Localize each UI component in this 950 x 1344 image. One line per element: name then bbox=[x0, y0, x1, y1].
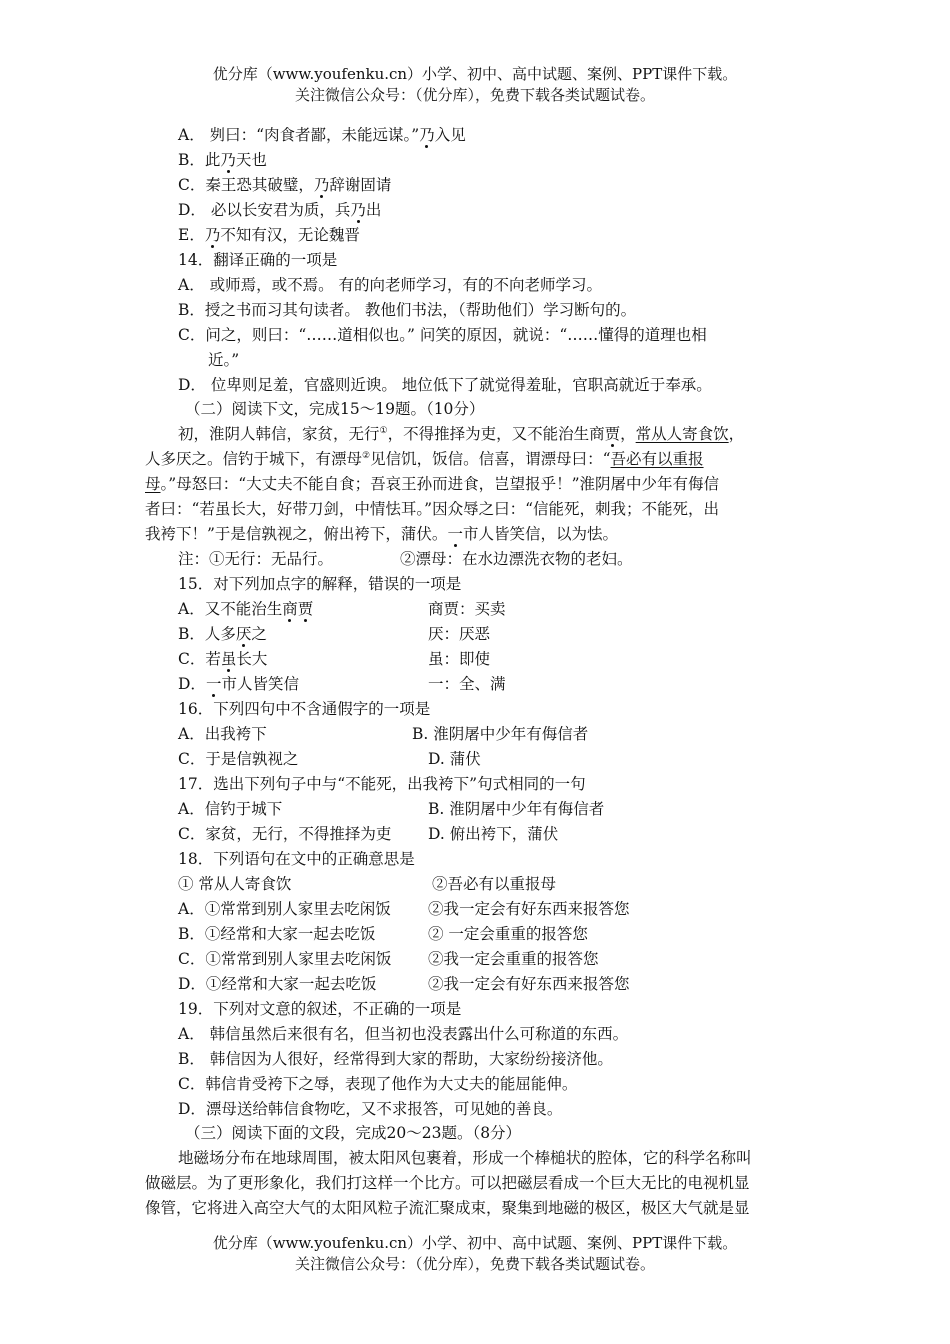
dotted-char: 贾 bbox=[297, 600, 314, 618]
q14-option-c-cont: 近。” bbox=[208, 351, 240, 369]
q13-option-d bbox=[178, 199, 381, 221]
passage-text: 。”母怒曰：“大丈夫不能自食；吾哀王孙而进食，岂望报乎！”淮阴屠中少年有侮信 bbox=[160, 475, 720, 493]
dotted-char: 虽 bbox=[220, 650, 237, 668]
option-text: A． 刿曰：“肉食者鄙，未能远谋。” bbox=[178, 126, 420, 144]
option-text: 长大 bbox=[236, 650, 268, 668]
q18-option-c-1: C．①常常到别人家里去吃闲饭 bbox=[178, 950, 392, 968]
dotted-char: 一 bbox=[447, 525, 463, 543]
footer-line-1: 优分库（www.youfenku.cn）小学、初中、高中试题、案例、PPT课件下载。 bbox=[212, 1234, 738, 1252]
passage-text: ， bbox=[620, 425, 636, 443]
q18-option-c-2: ②我一定会重重的报答您 bbox=[428, 950, 599, 968]
passage-line-3 bbox=[145, 473, 719, 495]
option-text: 不知有汉，无论魏晋 bbox=[220, 226, 360, 244]
passage-text: ，不得推择为吏，又不能治生商 bbox=[387, 425, 605, 443]
q18-option-d-1: D．①经常和大家一起去吃饭 bbox=[178, 975, 377, 993]
q14-title: 14．翻译正确的一项是 bbox=[178, 251, 338, 269]
q14-option-a: A． 或师焉，或不焉。 有的向老师学习，有的不向老师学习。 bbox=[178, 276, 603, 294]
option-text: 市人皆笑信 bbox=[221, 675, 299, 693]
q15-option-b-gloss: 厌：厌恶 bbox=[428, 625, 491, 643]
q17-option-b: B. 淮阴屠中少年有侮信者 bbox=[428, 800, 605, 818]
q18-title: 18．下列语句在文中的正确意思是 bbox=[178, 850, 415, 868]
q14-option-d: D． 位卑则足羞，官盛则近谀。 地位低下了就觉得羞耻，官职高就近于奉承。 bbox=[178, 376, 712, 394]
option-text: B．此 bbox=[178, 151, 221, 169]
option-text: D． bbox=[178, 675, 206, 693]
section-3-line-1: 地磁场分布在地球周围，被太阳风包裹着，形成一个棒槌状的腔体，它的科学名称叫 bbox=[178, 1149, 752, 1167]
dotted-char: 乃 bbox=[419, 126, 435, 144]
footer-line-2: 关注微信公众号：（优分库），免费下载各类试题试卷。 bbox=[294, 1255, 655, 1273]
option-text: E． bbox=[178, 226, 205, 244]
q17-title: 17．选出下列句子中与“不能死，出我袴下”句式相同的一句 bbox=[178, 775, 586, 793]
section-3-line-2: 做磁层。为了更形象化，我们打这样一个比方。可以把磁层看成一个巨大无比的电视机显 bbox=[145, 1174, 750, 1192]
q18-option-d-2: ②我一定会有好东西来报答您 bbox=[428, 975, 630, 993]
q14-option-c: C．问之，则曰：“……道相似也。” 问笑的原因，就说：“……懂得的道理也相 bbox=[178, 326, 707, 344]
q15-option-b bbox=[178, 623, 267, 645]
passage-notes bbox=[178, 548, 333, 570]
q15-option-d-gloss: 一：全、满 bbox=[428, 675, 506, 693]
note-2: ②漂母：在水边漂洗衣物的老妇。 bbox=[400, 550, 633, 568]
option-text: 辞谢固请 bbox=[329, 176, 392, 194]
passage-line-4: 者曰：“若虽长大，好带刀剑，中情怯耳。”因众辱之曰：“信能死，刺我；不能死，出 bbox=[145, 500, 720, 518]
q18-sentence-1: ① 常从人寄食饮 bbox=[178, 875, 292, 893]
dotted-char: 商 bbox=[282, 600, 298, 618]
q18-sentence-2: ②吾必有以重报母 bbox=[432, 875, 557, 893]
footnote-mark: ① bbox=[379, 425, 388, 436]
q16-title: 16．下列四句中不含通假字的一项是 bbox=[178, 700, 431, 718]
q17-option-d: D. 俯出袴下，蒲伏 bbox=[428, 825, 559, 843]
q19-option-c: C．韩信肯受袴下之辱，表现了他作为大丈夫的能屈能伸。 bbox=[178, 1075, 578, 1093]
header-line-2: 关注微信公众号：（优分库），免费下载各类试题试卷。 bbox=[294, 86, 655, 104]
dotted-char: 贾 bbox=[604, 425, 621, 443]
q16-option-a: A．出我袴下 bbox=[178, 725, 267, 743]
q17-option-a: A．信钓于城下 bbox=[178, 800, 283, 818]
option-text: D． 必以长安君为质，兵 bbox=[178, 201, 351, 219]
underlined-phrase-2-end: 母 bbox=[145, 475, 161, 493]
q16-option-c: C．于是信孰视之 bbox=[178, 750, 299, 768]
passage-text: 我袴下！”于是信孰视之，俯出袴下，蒲伏。 bbox=[145, 525, 448, 543]
passage-notes-2 bbox=[400, 548, 633, 570]
q15-option-a bbox=[178, 598, 313, 620]
q15-option-c-gloss: 虽：即使 bbox=[428, 650, 491, 668]
option-text: 入见 bbox=[434, 126, 466, 144]
passage-text: ， bbox=[728, 425, 745, 443]
footnote-mark: ② bbox=[362, 450, 371, 461]
passage-text: 初，淮阴人韩信，家贫，无行 bbox=[178, 425, 380, 443]
q19-option-b: B． 韩信因为人很好，经常得到大家的帮助，大家纷纷接济他。 bbox=[178, 1050, 613, 1068]
q18-option-a-1: A．①常常到别人家里去吃闲饭 bbox=[178, 900, 391, 918]
passage-text: 见信饥，饭信。信喜，谓漂母曰：“ bbox=[370, 450, 611, 468]
option-text: B．人多 bbox=[178, 625, 236, 643]
option-text: 之 bbox=[251, 625, 267, 643]
option-text: A．又不能治生 bbox=[178, 600, 283, 618]
q19-option-d: D．漂母送给韩信食物吃，又不求报答，可见她的善良。 bbox=[178, 1100, 563, 1118]
dotted-char: 乃 bbox=[350, 201, 366, 219]
section-2-title: （二）阅读下文，完成15～19题。（10分） bbox=[185, 400, 485, 418]
dotted-char: 乃 bbox=[313, 176, 330, 194]
q16-option-d: D. 蒲伏 bbox=[428, 750, 481, 768]
option-text: C．秦王恐其破璧， bbox=[178, 176, 314, 194]
q19-title: 19．下列对文意的叙述，不正确的一项是 bbox=[178, 1000, 462, 1018]
option-text: 天也 bbox=[235, 151, 267, 169]
header-line-1: 优分库（www.youfenku.cn）小学、初中、高中试题、案例、PPT课件下载。 bbox=[212, 65, 738, 83]
dotted-char: 乃 bbox=[220, 151, 236, 169]
q18-option-b-1: B．①经常和大家一起去吃饭 bbox=[178, 925, 376, 943]
section-3-title: （三）阅读下面的文段，完成20～23题。（8分） bbox=[185, 1124, 522, 1142]
q14-option-b: B．授之书而习其句读者。 教他们书法，（帮助他们）学习断句的。 bbox=[178, 301, 637, 319]
note-1: 注：①无行：无品行。 bbox=[178, 550, 334, 568]
passage-line-1 bbox=[178, 423, 744, 445]
dotted-char: 乃 bbox=[204, 226, 221, 244]
passage-text: 人多厌之。信钓于城下，有漂母 bbox=[145, 450, 363, 468]
underlined-phrase-1: 常从人寄食饮 bbox=[635, 425, 729, 443]
dotted-char: 一 bbox=[205, 675, 222, 693]
q18-option-b-2: ② 一定会重重的报答您 bbox=[428, 925, 588, 943]
option-text: C．若 bbox=[178, 650, 221, 668]
q15-option-a-gloss: 商贾：买卖 bbox=[428, 600, 506, 618]
q13-option-e bbox=[178, 224, 360, 246]
q17-option-c: C．家贫，无行，不得推择为吏 bbox=[178, 825, 392, 843]
q13-option-a bbox=[178, 124, 466, 146]
q19-option-a: A． 韩信虽然后来很有名，但当初也没表露出什么可称道的东西。 bbox=[178, 1025, 629, 1043]
passage-line-5 bbox=[145, 523, 618, 545]
passage-line-2 bbox=[145, 448, 704, 470]
q15-option-d bbox=[178, 673, 299, 695]
q13-option-c bbox=[178, 174, 391, 196]
q15-option-c bbox=[178, 648, 267, 670]
q15-title: 15．对下列加点字的解释，错误的一项是 bbox=[178, 575, 462, 593]
dotted-char: 厌 bbox=[235, 625, 252, 643]
section-3-line-3: 像管，它将进入高空大气的太阳风粒子流汇聚成束，聚集到地磁的极区，极区大气就是显 bbox=[145, 1199, 750, 1217]
q16-option-b: B. 淮阴屠中少年有侮信者 bbox=[412, 725, 589, 743]
underlined-phrase-2: 吾必有以重报 bbox=[610, 450, 704, 468]
q13-option-b bbox=[178, 149, 267, 171]
q18-option-a-2: ②我一定会有好东西来报答您 bbox=[428, 900, 630, 918]
passage-text: 市人皆笑信，以为怯。 bbox=[462, 525, 618, 543]
option-text: 出 bbox=[365, 201, 382, 219]
